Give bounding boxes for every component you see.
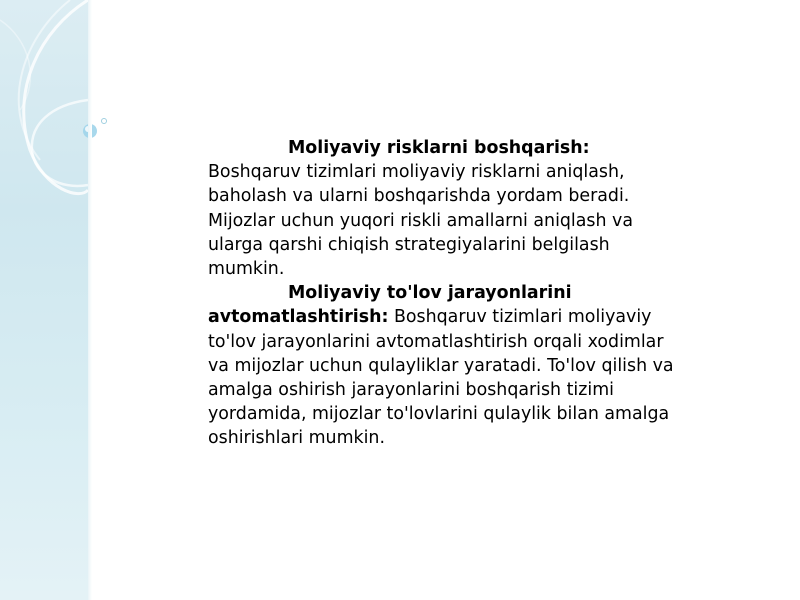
decorative-bubble-small bbox=[102, 119, 107, 124]
main-text-content bbox=[208, 136, 688, 451]
section-body: Boshqaruv tizimlari moliyaviy risklarni aniqlash, baholash va ularni boshqarishda yordam beradi. Mijozlar uchun yuqori riskli amallarni aniqlash va ularga qarshi chiqish strategiyalarini belgilash mumkin. bbox=[208, 162, 633, 280]
side-panel-edge bbox=[88, 0, 92, 600]
section-heading: Moliyaviy to'lov jarayonlarini avtomatlashtirish: bbox=[208, 283, 572, 328]
section-payment-automation bbox=[208, 281, 688, 450]
decorative-side-panel bbox=[0, 0, 88, 600]
section-risk-management bbox=[208, 136, 688, 281]
decorative-swirl-graphic bbox=[0, 0, 110, 600]
section-heading: Moliyaviy risklarni boshqarish: bbox=[288, 138, 590, 158]
section-body: Boshqaruv tizimlari moliyaviy to'lov jarayonlarini avtomatlashtirish orqali xodimlar va mijozlar uchun qulayliklar yaratadi. To'lov qilish va amalga oshirish jarayonlarini boshqarish tizimi yordamida, mijozlar to'lovlarini qulaylik bilan amalga oshirishlari mumkin. bbox=[208, 307, 674, 449]
